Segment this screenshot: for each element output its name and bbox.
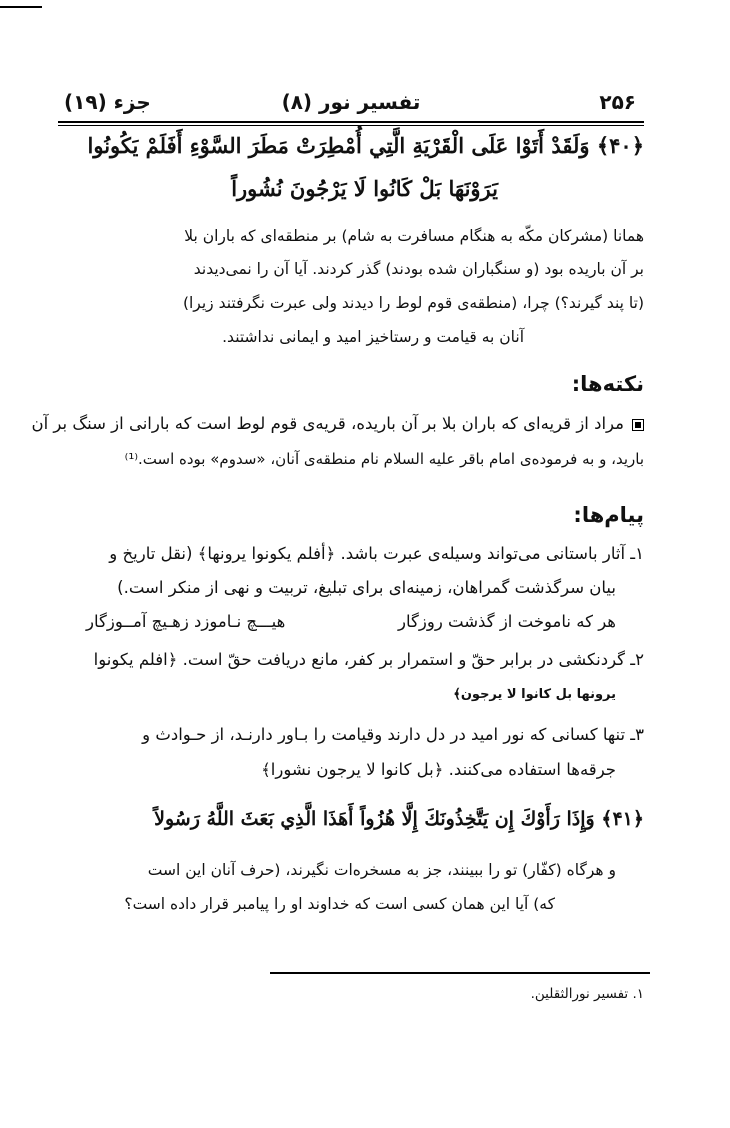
message-2-line-2: یرونها بل کانوا لا یرجون﴾ <box>453 687 616 702</box>
header-rule-thin <box>58 125 644 126</box>
verse-40-line-1: ﴿۴۰﴾ وَلَقَدْ أَتَوْا عَلَى الْقَرْيَةِ الَّتِي أُمْطِرَتْ مَطَرَ السَّوْءِ أَفَلَمْ يَكُونُوا <box>87 133 644 158</box>
verse-41-line-1: ﴿۴۱﴾ وَإِذَا رَأَوْكَ إِن يَتَّخِذُونَكَ إِلَّا هُزُواً أَهَذَا الَّذِي بَعَثَ اللَّهُ رَسُولاً <box>154 808 644 830</box>
translation-41-line-1: و هرگاه (کفّار) تو را ببینند، جز به مسخره‌ات نگیرند، (حرف آنان این است <box>147 861 616 879</box>
message-2-line-1: ۲ـ گردنکشی در برابر حقّ و استمرار بر کفر، مانع دریافت حقّ است. ﴿افلم یکونوا <box>93 650 644 669</box>
translation-40-line-4: آنان به قیامت و رستاخیز امید و ایمانی نداشتند. <box>222 328 524 346</box>
note-line-1: مراد از قریه‌ای که باران بلا بر آن باریده، قریه‌ی قوم لوط است که بارانی از سنگ بر آن <box>31 414 644 433</box>
poem-hemistich-left: هیـــچ نـاموزد زهـیچ آمــوزگار <box>86 612 286 631</box>
translation-40-line-2: بر آن باریده بود (و سنگباران شده بودند) گذر کردند. آیا آن را نمی‌دیدند <box>193 260 644 278</box>
header-rule-thick <box>58 121 644 123</box>
footnote-1: ۱. تفسیر نورالثقلین. <box>530 986 644 1002</box>
translation-40-line-1: همانا (مشرکان مکّه به هنگام مسافرت به شام) بر منطقه‌ای که باران بلا <box>184 227 644 245</box>
message-3-line-2: جرقه‌ها استفاده می‌کنند. ﴿بل کانوا لا یرجون نشورا﴾ <box>261 760 616 779</box>
translation-41-line-2: که) آیا این همان کسی است که خداوند او را پیامبر قرار داده است؟ <box>124 895 555 913</box>
note-line-2: بارید، و به فرموده‌ی امام باقر علیه السلام نام منطقه‌ی آنان، «سدوم» بوده است.⁽¹⁾ <box>124 450 644 468</box>
page-header <box>58 90 644 118</box>
poem-hemistich-right: هر که ناموخت از گذشت روزگار <box>398 612 616 631</box>
book-title: تفسیر نور (۸) <box>281 90 421 114</box>
notes-heading: نکته‌ها: <box>571 372 644 396</box>
corner-mark <box>0 6 42 8</box>
footnote-rule <box>270 972 650 974</box>
translation-40-line-3: (تا پند گیرند؟) چرا، (منطقه‌ی قوم لوط را دیدند ولی عبرت نگرفتند زیرا) <box>182 294 644 312</box>
message-3-line-1: ۳ـ تنها کسانی که نور امید در دل دارند وقیامت را بـاور دارنـد، از حـوادث و <box>142 725 644 744</box>
verse-40-line-2: يَرَوْنَهَا بَلْ كَانُوا لَا يَرْجُونَ نُشُوراً <box>231 176 498 201</box>
juz-label: جزء (۱۹) <box>64 90 151 114</box>
message-1-line-1: ۱ـ آثار باستانی می‌تواند وسیله‌ی عبرت باشد. ﴿أفلم یکونوا یرونها﴾ (نقل تاریخ و <box>109 544 644 563</box>
message-1-line-2: بیان سرگذشت گمراهان، زمینه‌ای برای تبلیغ، تربیت و نهی از منکر است.) <box>117 578 616 597</box>
page-number: ۲۵۶ <box>599 90 636 114</box>
messages-heading: پیام‌ها: <box>573 503 644 527</box>
bullet-square-icon <box>632 419 644 431</box>
